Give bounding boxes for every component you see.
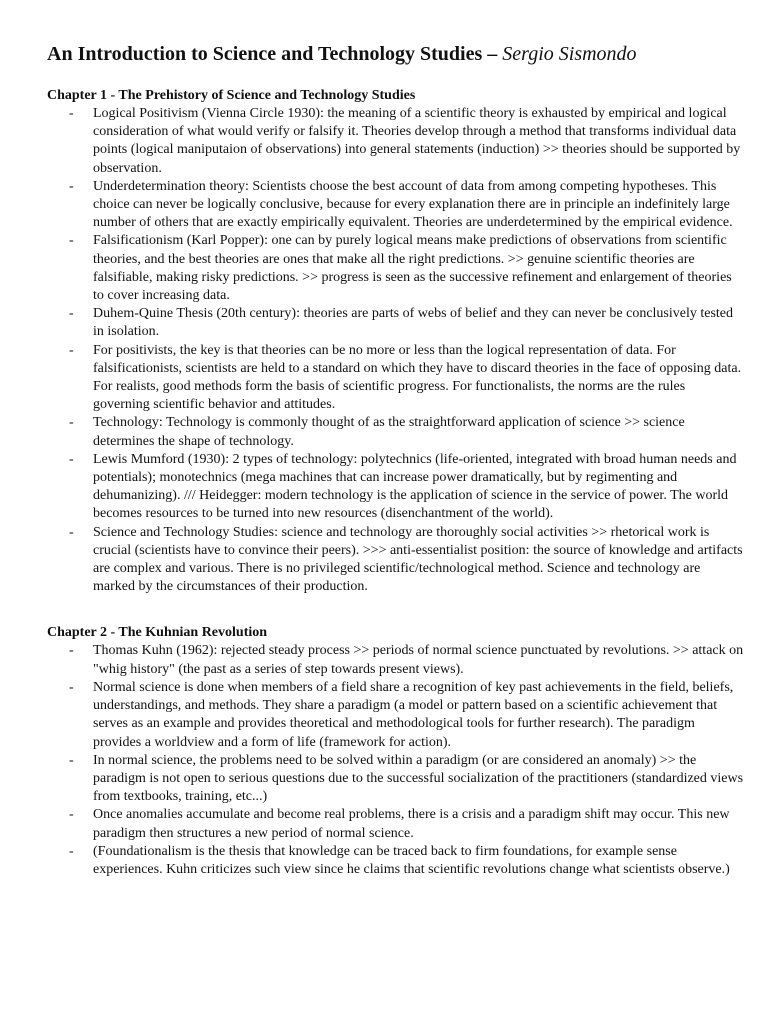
bullet-marker: - bbox=[69, 342, 74, 358]
bullet-marker: - bbox=[69, 643, 74, 659]
list-item bbox=[47, 305, 744, 341]
title-separator: – bbox=[482, 43, 503, 65]
chapter-2 bbox=[47, 624, 744, 879]
list-item bbox=[47, 806, 744, 842]
bullet-text: Science and Technology Studies: science and technology are thoroughly social activities >> rhetorical work is crucial (scientists have to convince their peers). >>> anti-essentialist position: the source of knowledge and artifacts are complex and various. There is no privileged scientific/technological method. Science and technology are marked by the circumstances of their production. bbox=[93, 524, 743, 595]
bullet-list bbox=[47, 105, 744, 596]
bullet-marker: - bbox=[69, 524, 74, 540]
bullet-marker: - bbox=[69, 451, 74, 467]
bullet-marker: - bbox=[69, 178, 74, 194]
list-item bbox=[47, 414, 744, 450]
list-item bbox=[47, 679, 744, 752]
bullet-text: Falsificationism (Karl Popper): one can by purely logical means make predictions of observations from scientific theories, and the best theories are ones that make all the right predictions. >> genuine scientific theories are falsifiable, making risky predictions. >> progress is seen as the successive refinement and enlargement of theories to cover increasing data. bbox=[93, 233, 732, 304]
chapter-spacer bbox=[47, 596, 744, 624]
bullet-text: Underdetermination theory: Scientists choose the best account of data from among competing hypotheses. This choice can never be logically conclusive, because for every explanation there are in principle an indefinitely large number of others that are exactly empirically equivalent. Theories are underdetermined by the empirical evidence. bbox=[93, 178, 733, 231]
bullet-marker: - bbox=[69, 233, 74, 249]
list-item bbox=[47, 105, 744, 178]
bullet-text: In normal science, the problems need to be solved within a paradigm (or are considered an anomaly) >> the paradigm is not open to serious questions due to the successful socialization of the practitioners (standardized views from textbooks, training, etc...) bbox=[93, 752, 744, 805]
bullet-text: Once anomalies accumulate and become real problems, there is a crisis and a paradigm shift may occur. This new paradigm then structures a new period of normal science. bbox=[93, 807, 730, 841]
document-title bbox=[47, 41, 744, 67]
bullet-text: Logical Positivism (Vienna Circle 1930): the meaning of a scientific theory is exhausted by empirical and logical consideration of what would verify or falsify it. Theories develop through a method that transforms individual data points (logical maniputaion of observations) into general statements (induction) >> theories should be supported by observation. bbox=[93, 106, 741, 176]
title-text: An Introduction to Science and Technology Studies bbox=[47, 43, 483, 65]
bullet-marker: - bbox=[69, 807, 74, 823]
bullet-text: Normal science is done when members of a field share a recognition of key past achievements in the field, beliefs, understandings, and methods. They share a paradigm (a model or pattern based on a scientific achievement that serves as an example and provides theoretical and methodological tools for further research). The paradigm provides a worldview and a form of life (framework for action). bbox=[93, 679, 734, 750]
list-item bbox=[47, 642, 744, 678]
list-item bbox=[47, 843, 744, 879]
bullet-text: (Foundationalism is the thesis that knowledge can be traced back to firm foundations, for example sense experiences. Kuhn criticizes such view since he claims that scientific revolutions change what scientists observe.) bbox=[93, 843, 730, 877]
bullet-text: Thomas Kuhn (1962): rejected steady process >> periods of normal science punctuated by revolutions. >> attack on "whig history" (the past as a series of step towards present views). bbox=[93, 643, 744, 677]
list-item bbox=[47, 752, 744, 807]
bullet-marker: - bbox=[69, 843, 74, 859]
list-item bbox=[47, 232, 744, 305]
bullet-text: Technology: Technology is commonly thought of as the straightforward application of science >> science determines the shape of technology. bbox=[93, 415, 685, 449]
bullet-marker: - bbox=[69, 106, 74, 121]
chapter-1 bbox=[47, 87, 744, 596]
author-name: Sergio Sismondo bbox=[502, 43, 637, 65]
bullet-text: For positivists, the key is that theories can be no more or less than the logical representation of data. For falsificationists, scientists are held to a standard on which they have to discard theories in the face of opposing data. For realists, good methods form the basis of scientific progress. For functionalists, the norms are the rules governing scientific behavior and attitudes. bbox=[93, 342, 742, 413]
bullet-marker: - bbox=[69, 679, 74, 695]
chapter-heading: Chapter 1 - The Prehistory of Science and Technology Studies bbox=[47, 88, 416, 103]
bullet-text: Duhem-Quine Thesis (20th century): theories are parts of webs of belief and they can never be conclusively tested in isolation. bbox=[93, 306, 734, 340]
bullet-list bbox=[47, 642, 744, 879]
bullet-marker: - bbox=[69, 415, 74, 431]
list-item bbox=[47, 451, 744, 524]
chapter-heading: Chapter 2 - The Kuhnian Revolution bbox=[47, 625, 268, 641]
bullet-marker: - bbox=[69, 306, 74, 322]
list-item bbox=[47, 178, 744, 233]
list-item bbox=[47, 524, 744, 597]
list-item bbox=[47, 342, 744, 415]
bullet-marker: - bbox=[69, 752, 74, 768]
bullet-text: Lewis Mumford (1930): 2 types of technology: polytechnics (life-oriented, integrated with broad human needs and potentials); monotechnics (mega machines that can increase power dramatically, but by regimenting and dehumanizing). /// Heidegger: modern technology is the application of science in the service of power. The world becomes resources to be turned into new resources (disenchantment of the world). bbox=[93, 451, 737, 522]
